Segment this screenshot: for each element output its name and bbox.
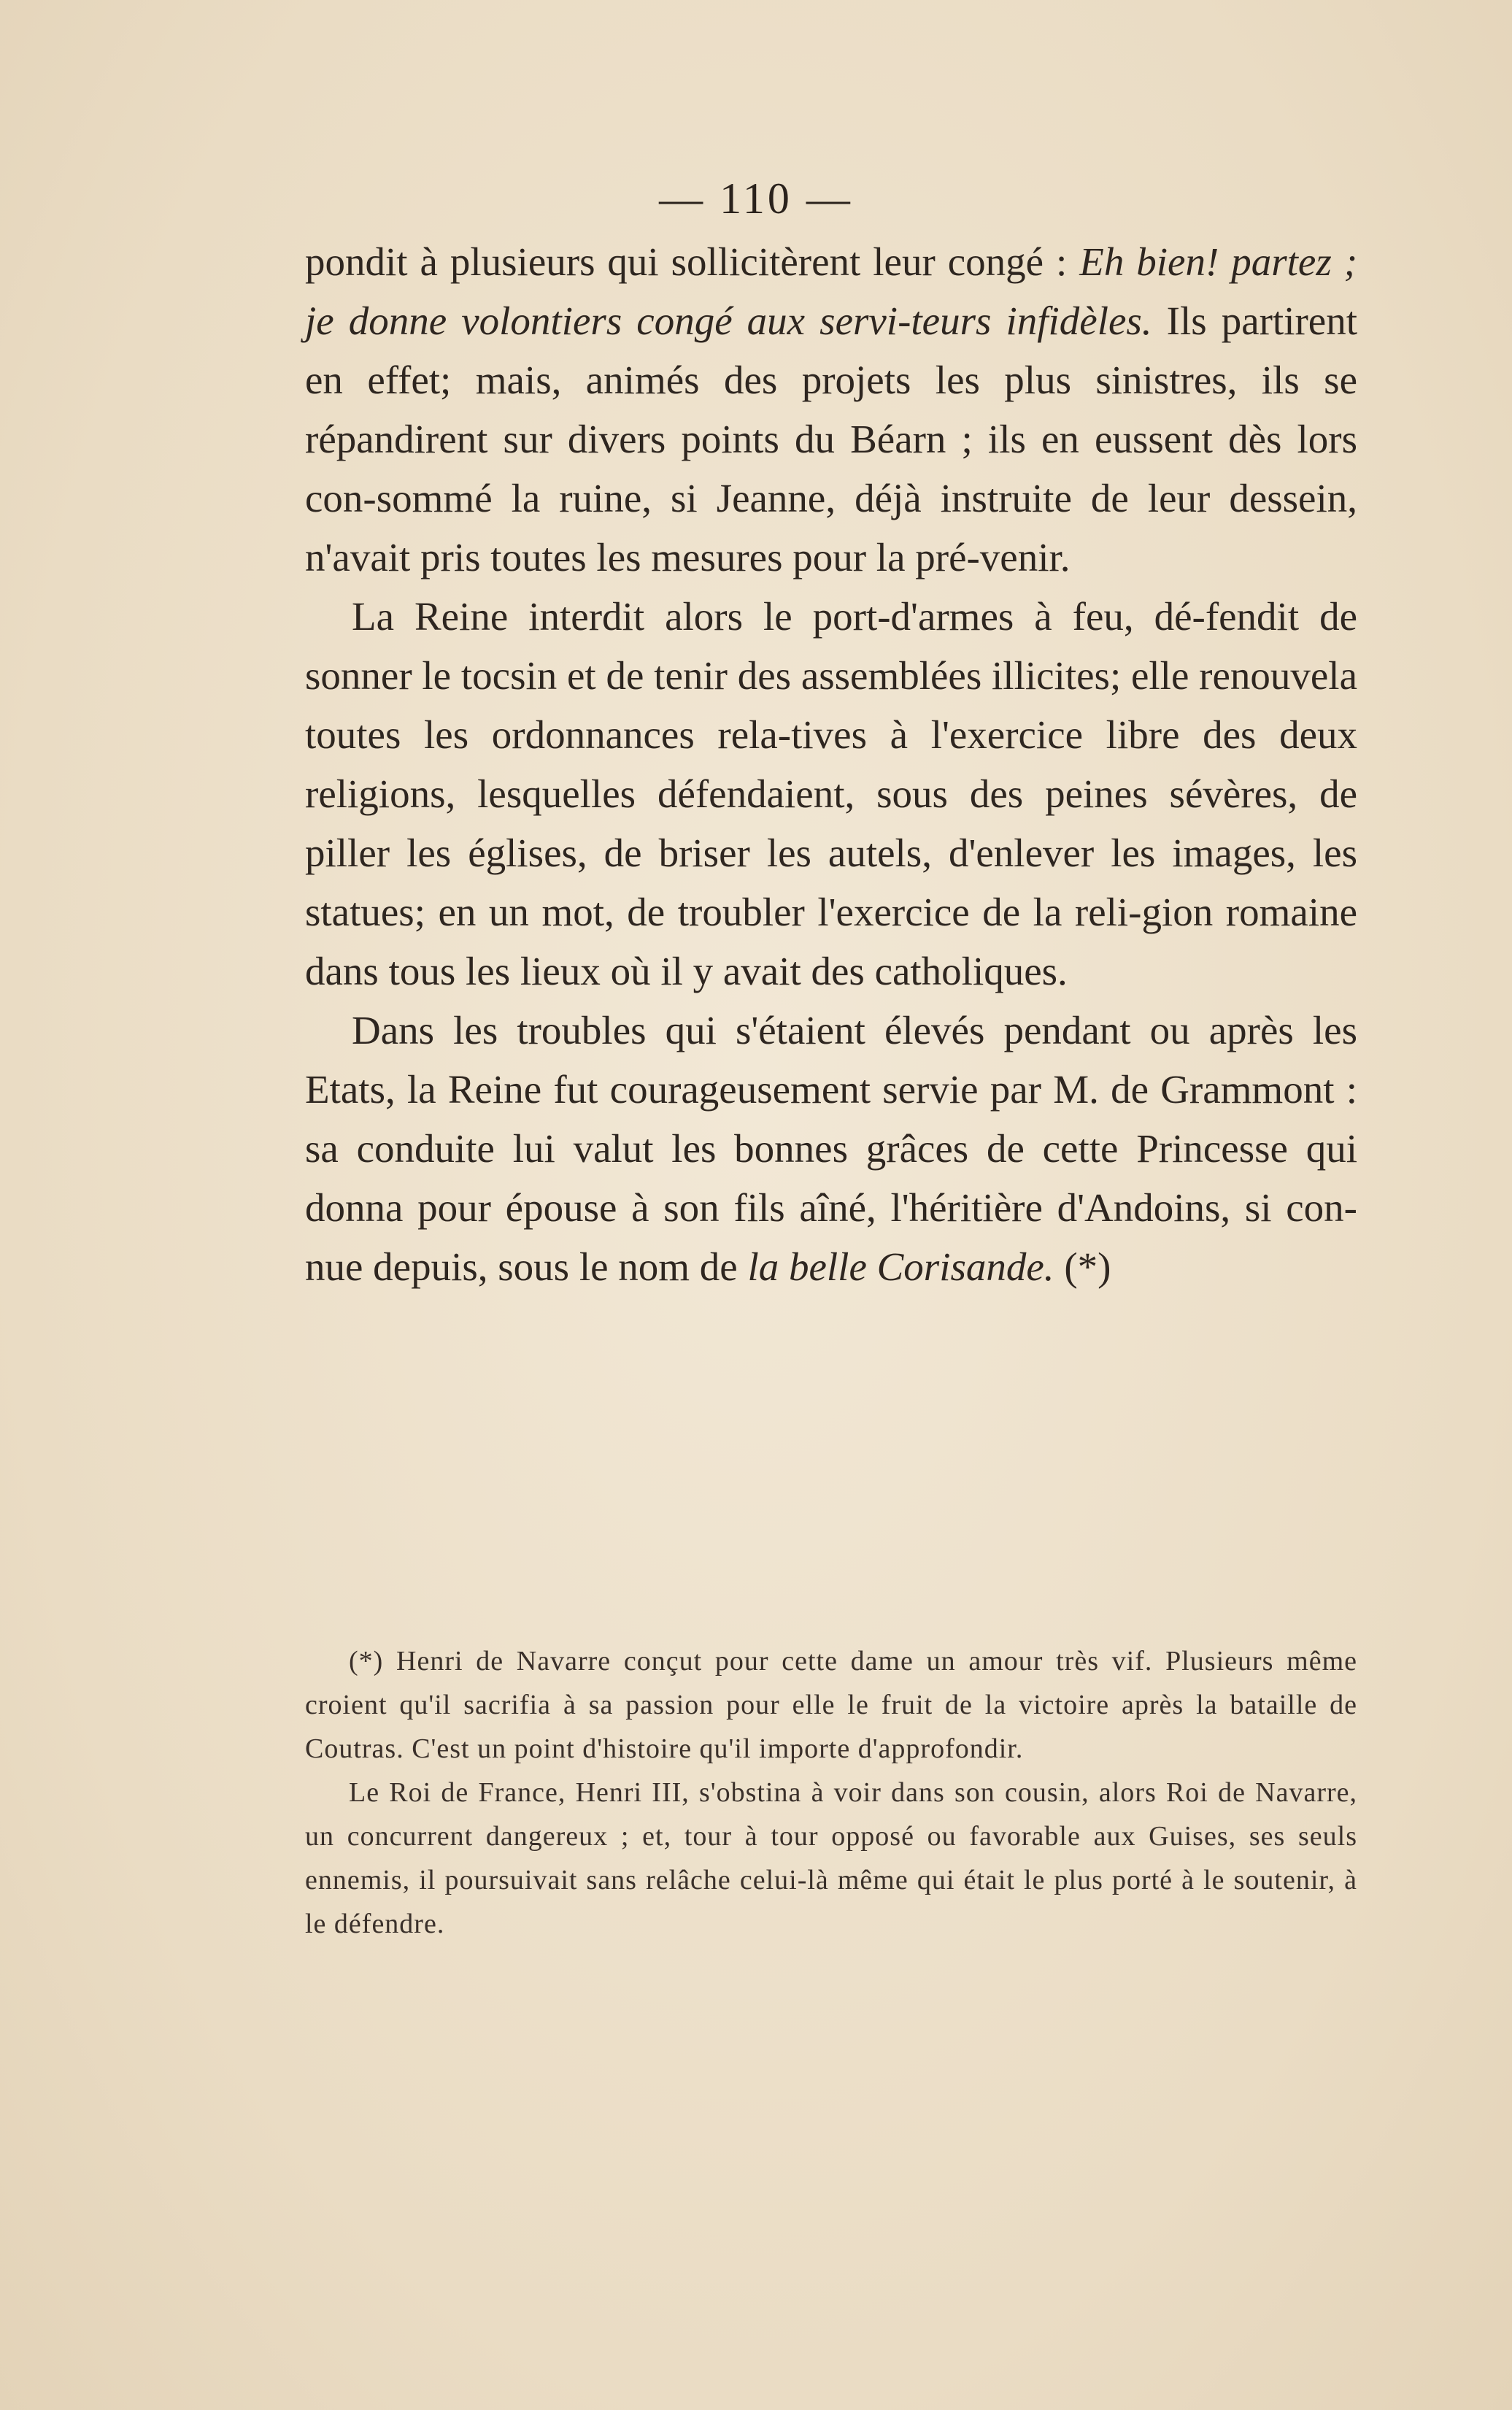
- paragraph-1-rest: Ils partirent en effet; mais, animés des projets les plus sinistres, ils se répandirent sur divers points du Béarn ; ils en eussent dès lors con-sommé la ruine, si Jeanne, déjà instruite de leur dessein, n'avait pris toutes les mesures pour la pré-venir.: [305, 299, 1357, 580]
- footnote-marker: (*): [1054, 1244, 1111, 1289]
- page-number: — 110 —: [659, 174, 853, 223]
- paragraph-1-italic-quote: Eh bien! partez ; je donne volontiers congé aux servi-teurs infidèles.: [305, 239, 1357, 343]
- main-text: [305, 232, 1357, 1296]
- footnote-1: (*) Henri de Navarre conçut pour cette dame un amour très vif. Plusieurs même croient qu'il sacrifia à sa passion pour elle le fruit de la victoire après la bataille de Coutras. C'est un point d'histoire qu'il importe d'approfondir.: [305, 1646, 1357, 1764]
- paragraph-3-italic-name: la belle Corisande.: [747, 1244, 1054, 1289]
- paragraph-3: [305, 1001, 1357, 1296]
- footnote-2: Le Roi de France, Henri III, s'obstina à voir dans son cousin, alors Roi de Navarre, un concurrent dangereux ; et, tour à tour opposé ou favorable aux Guises, ses seuls ennemis, il poursuivait sans relâche celui-là même qui était le plus porté à le soutenir, à le défendre.: [305, 1777, 1357, 1939]
- paragraph-3-start: Dans les troubles qui s'étaient élevés pendant ou après les Etats, la Reine fut courageusement servie par M. de Grammont : sa conduite lui valut les bonnes grâces de cette Princesse qui donna pour épouse à son fils aîné, l'héritière d'Andoins, si con-nue depuis, sous le nom de: [305, 1008, 1357, 1289]
- footnotes: [305, 1639, 1357, 1946]
- paragraph-2: La Reine interdit alors le port-d'armes à feu, dé-fendit de sonner le tocsin et de tenir des assemblées illicites; elle renouvela toutes les ordonnances rela-tives à l'exercice libre des deux religions, lesquelles défendaient, sous des peines sévères, de piller les églises, de briser les autels, d'enlever les images, les statues; en un mot, de troubler l'exercice de la reli-gion romaine dans tous les lieux où il y avait des catholiques.: [305, 594, 1357, 993]
- paragraph-1: [305, 232, 1357, 587]
- paragraph-1-start: pondit à plusieurs qui sollicitèrent leur congé :: [305, 239, 1080, 284]
